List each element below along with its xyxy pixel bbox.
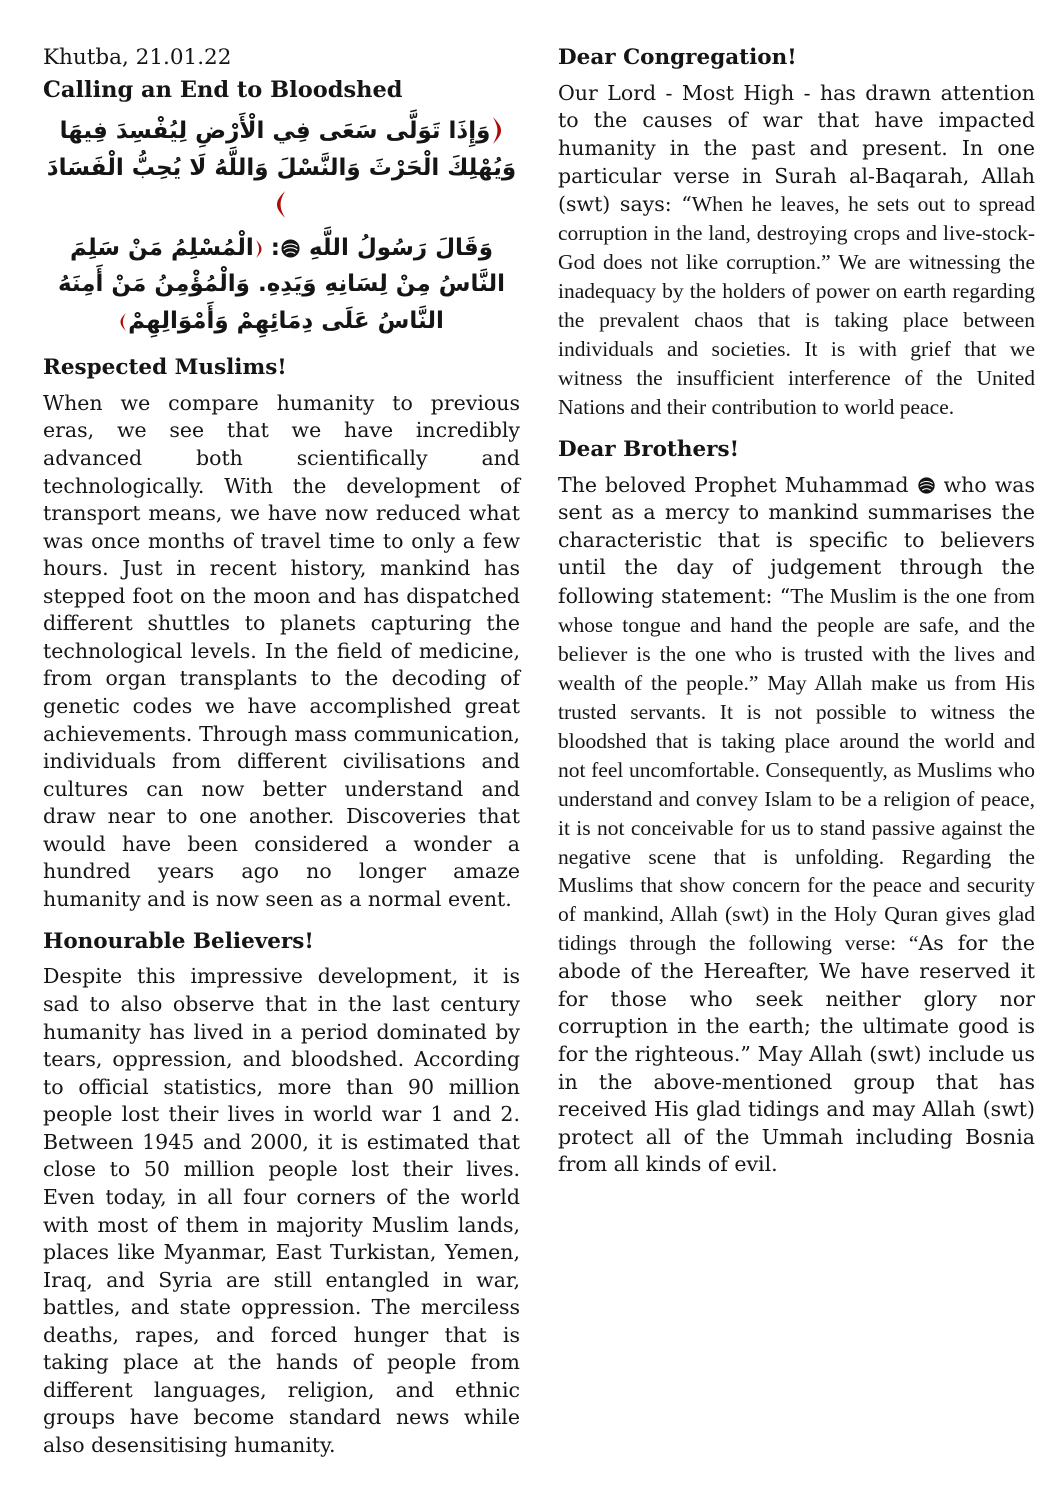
hadith-colon: :: [270, 234, 280, 261]
verse-quote-english: As for the abode of the Hereafter, We have reserved it for those who seek neither glory nor corruption in the earth; the ultimate good is for the righteous.” May Allah (swt) include us in the above-mentioned group that has received His glad tidings and may Allah (swt) protect all of the Ummah including Bosnia from all kinds of evil.: [558, 931, 1035, 1177]
ornate-close-bracket-icon: [275, 192, 288, 218]
page-title: Calling an End to Bloodshed: [43, 76, 403, 103]
hadith-arabic: [43, 230, 520, 340]
paragraph: When we compare humanity to previous eras, we see that we have incredibly advanced both scientifically and technologically. With the development of transport means, we have now reduced what was once months of travel time to only a few hours. Just in recent history, mankind has stepped foot on the moon and has dispatched different shuttles to planets capturing the technological levels. In the field of medicine, from organ transplants to the decoding of genetic codes we have accomplished great achievements. Through mass communication, individuals from different civilisations and cultures can now better understand and draw near to one another. Discoveries that would have been considered a wonder a hundred years ago no longer amaze humanity and is now seen as a normal event.: [43, 390, 520, 911]
hadith-intro-text: وَقَالَ رَسُولُ اللَّهِ: [308, 234, 494, 261]
left-column: [43, 44, 520, 1497]
quran-verse-arabic: [43, 113, 520, 223]
khutba-date: Khutba, 21.01.22: [43, 45, 232, 70]
paragraph-continuation: who was sent as a mercy to mankind summarises the characteristic that is specific to believers until the day of judgement through the following statement: “: [558, 472, 1035, 608]
paragraph: Despite this impressive development, it is sad to also observe that in the last century humanity has lived in a period dominated by tears, oppression, and bloodshed. According to official statistics, more than 90 million people lost their lives in world war 1 and 2. Between 1945 and 2000, it is estimated that close to 50 million people lost their lives. Even today, in all four corners of the world with most of them in majority Muslim lands, places like Myanmar, East Turkistan, Yemen, Iraq, and Syria are still entangled in war, battles, and state oppression. The merciless deaths, rapes, and forced hunger that is taking place at the hands of people from different languages, religion, and ethnic groups have become standard news while also desensitising humanity.: [43, 964, 520, 1457]
section-heading-respected-muslims: Respected Muslims!: [43, 354, 287, 380]
paragraph-lead: Our Lord - Most High - has drawn attention to the causes of war that have impacted humanity in the past and present. In one particular verse in Surah al-Baqarah, Allah (swt) says: “: [558, 80, 1035, 217]
paragraph-lead: The beloved Prophet Muhammad: [558, 472, 909, 497]
hadith-quote-english: The Muslim is the one from whose tongue and hand the people are safe, and the believer is the one who is trusted with the lives and wealth of the people.” May Allah make us from His trusted servants. It is not possible to witness the bloodshed that is taking place around the world and not feel uncomfortable. Consequently, as Muslims who understand and convey Islam to be a religion of peace, it is not conceivable for us to stand passive against the negative scene that is unfolding. Regarding the Muslims that show concern for the peace and security of mankind, Allah (swt) in the Holy Quran gives glad tidings through the following verse: “: [558, 583, 1035, 956]
paragraph: [558, 80, 1035, 422]
quran-quote-english: When he leaves, he sets out to spread corruption in the land, destroying crops and live-stock- God does not like corruption.” We are witnessing the inadequacy by the holders of power on earth regarding the prevalent chaos that is taking place between individuals and societies. It is with grief that we witness the insufficient interference of the United Nations and their contribution to world peace.: [558, 192, 1035, 419]
section-heading-dear-congregation: Dear Congregation!: [558, 45, 797, 70]
hadith-text: الْمُسْلِمُ مَنْ سَلِمَ النَّاسُ مِنْ لِسَانِهِ وَيَدِهِ. وَالْمُؤْمِنُ مَنْ أَمِنَهُ النَّاسُ عَلَى دِمَائِهِمْ وَأَمْوَالِهِمْ: [57, 234, 506, 335]
pbuh-calligraphy-icon: [280, 235, 301, 261]
pbuh-calligraphy-icon: [917, 473, 936, 497]
paragraph: [558, 472, 1035, 1179]
section-heading-dear-brothers: Dear Brothers!: [558, 436, 740, 462]
right-column: [558, 44, 1035, 1497]
ornate-open-quote-icon: [254, 235, 263, 261]
verse-text: وَإِذَا تَوَلَّى سَعَى فِي الْأَرْضِ لِيُفْسِدَ فِيهَا وَيُهْلِكَ الْحَرْثَ وَالنَّسْلَ وَاللَّهُ لَا يُحِبُّ الْفَسَادَ: [46, 118, 517, 181]
ornate-open-bracket-icon: [490, 118, 503, 144]
ornate-close-quote-icon: [119, 308, 128, 334]
section-heading-honourable-believers: Honourable Believers!: [43, 928, 314, 954]
